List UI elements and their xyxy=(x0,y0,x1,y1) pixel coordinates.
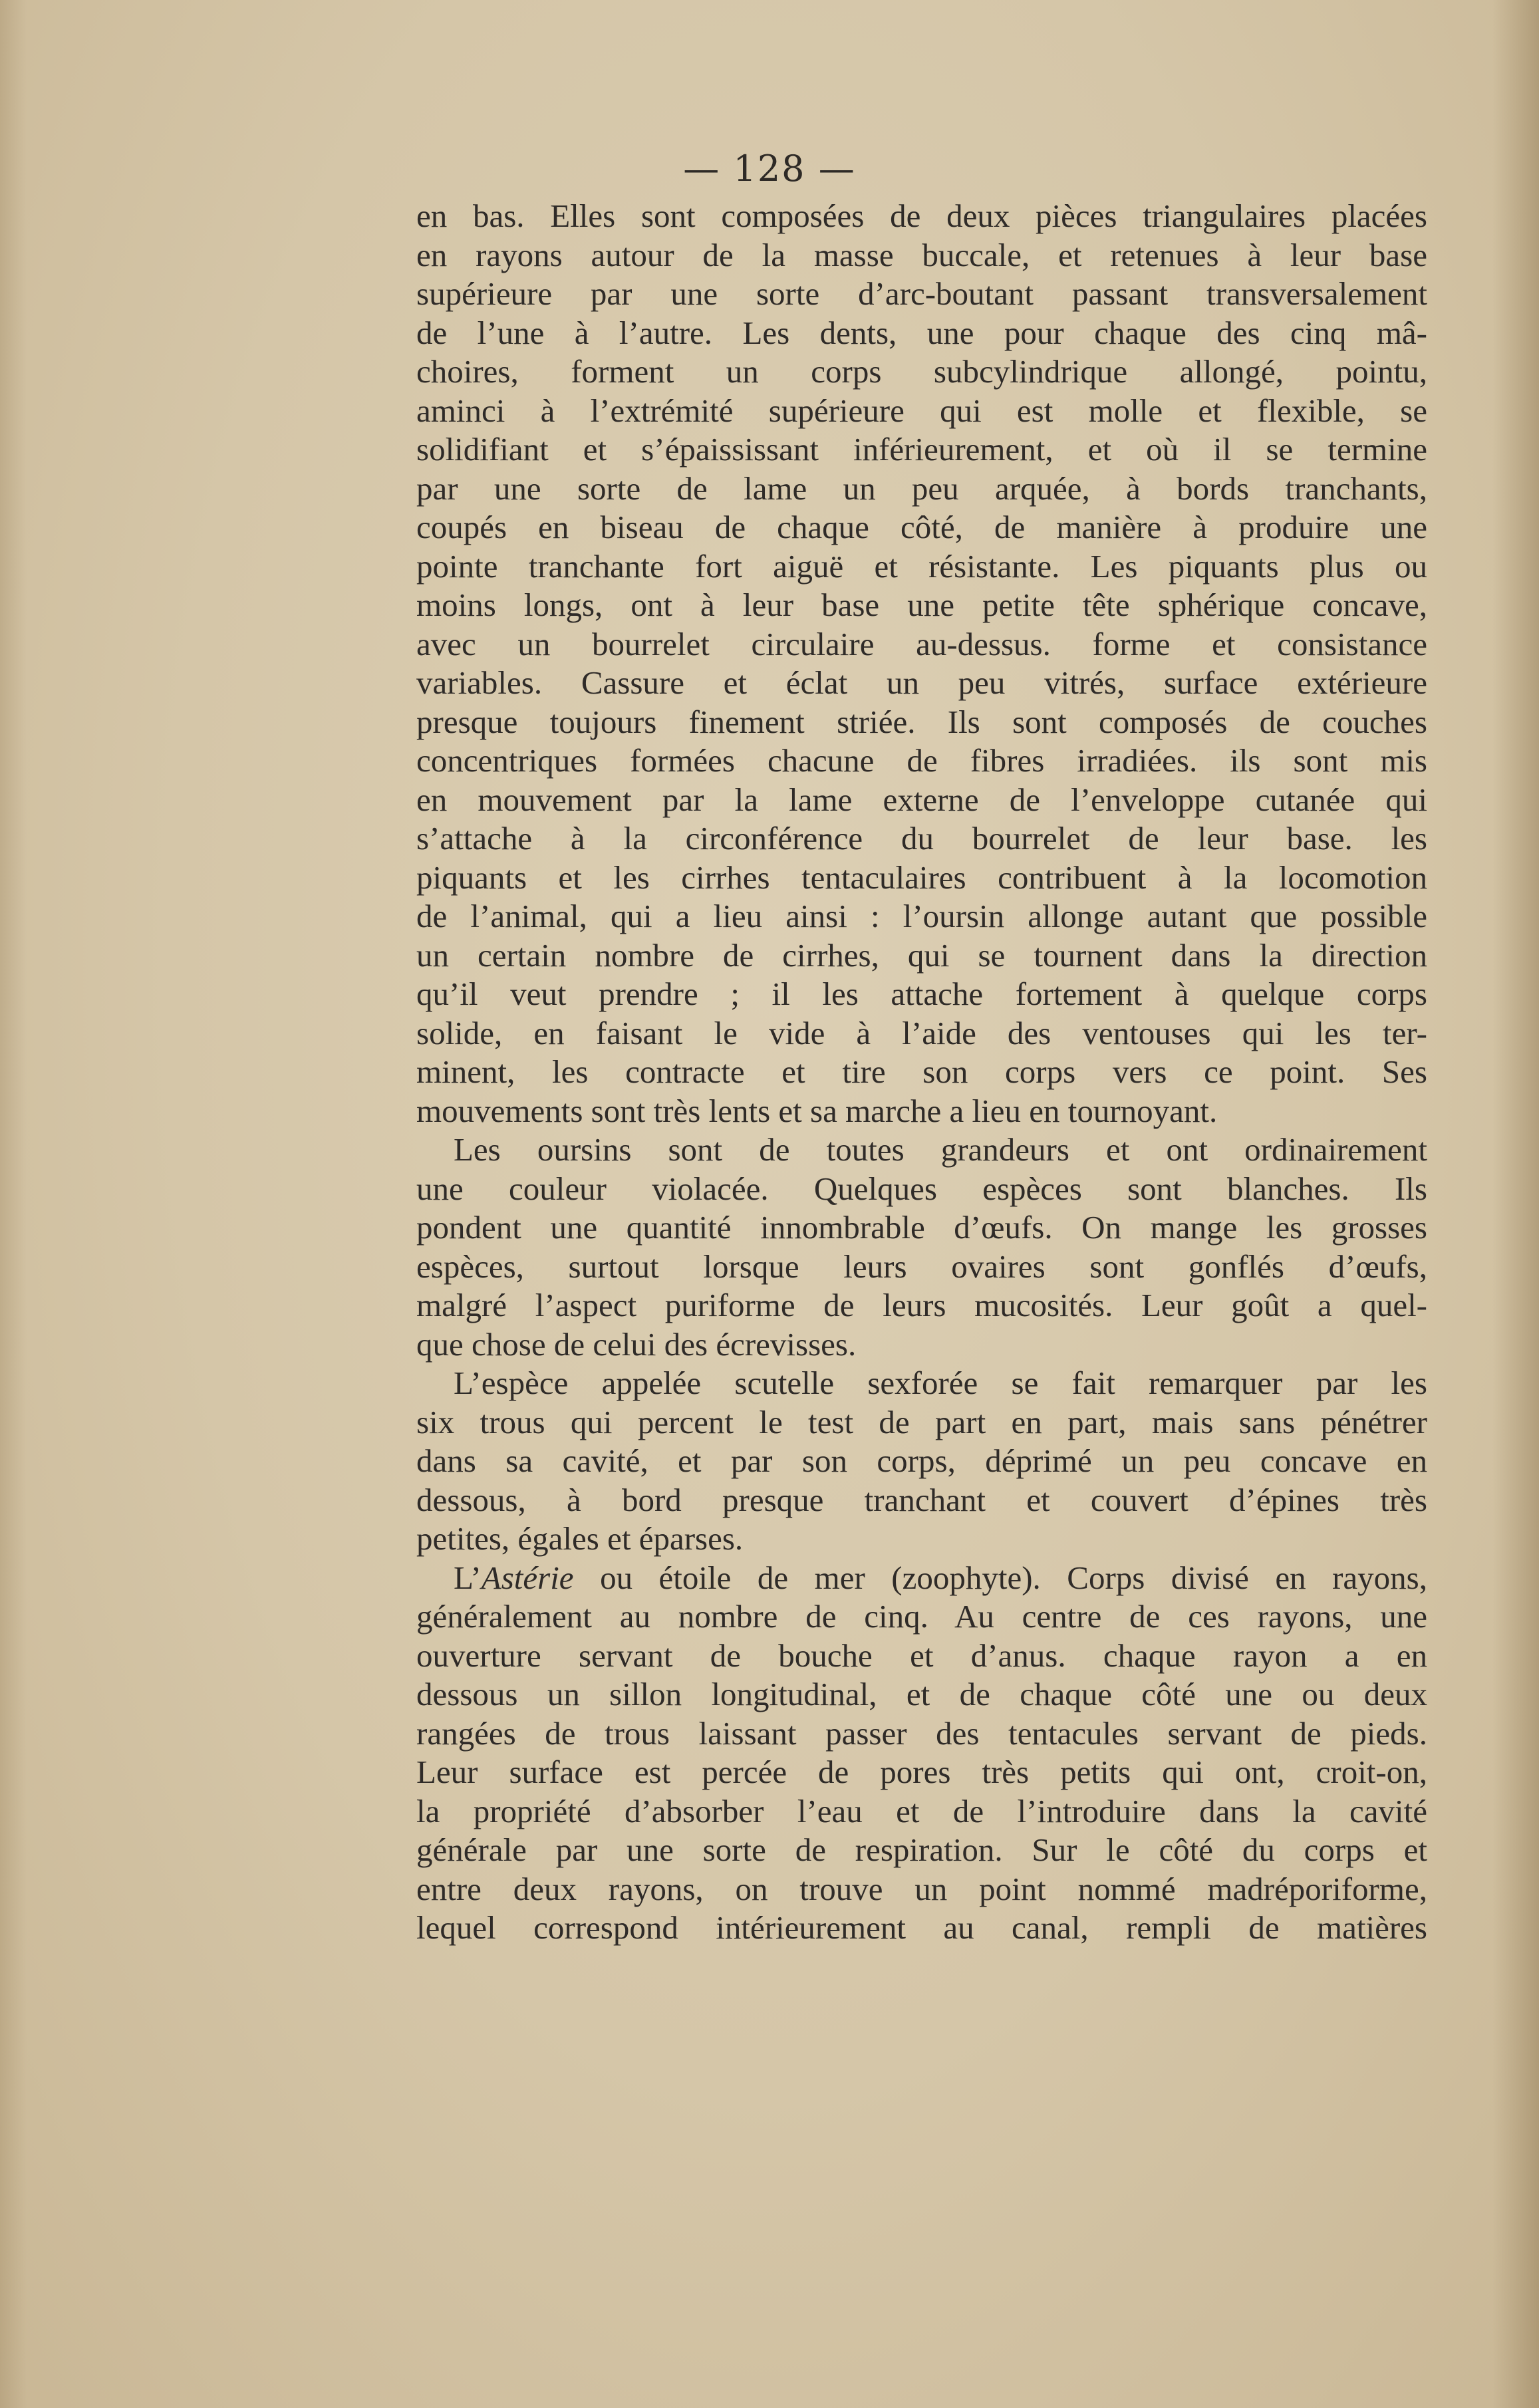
text-line: dessous, à bord presque tranchant et couvert d’épines très xyxy=(416,1481,1427,1518)
text-line: mouvements sont très lents et sa marche a lieu en tournoyant. xyxy=(416,1092,1218,1129)
text-line: de l’animal, qui a lieu ainsi : l’oursin allonge autant que possible xyxy=(416,898,1427,934)
text-line: piquants et les cirrhes tentaculaires contribuent à la locomotion xyxy=(416,859,1427,896)
text-line: malgré l’aspect puriforme de leurs mucosités. Leur goût a quel- xyxy=(416,1287,1427,1323)
text-line: entre deux rayons, on trouve un point nommé madréporiforme, xyxy=(416,1870,1427,1907)
text-line: espèces, surtout lorsque leurs ovaires sont gonflés d’œufs, xyxy=(416,1248,1427,1285)
text-line: L’espèce appelée scutelle sexforée se fait remarquer par les xyxy=(454,1365,1427,1401)
text-line: un certain nombre de cirrhes, qui se tournent dans la direction xyxy=(416,936,1427,974)
text-line: en bas. Elles sont composées de deux pièces triangulaires placées xyxy=(416,198,1427,234)
page-number: — 128 — xyxy=(683,148,856,190)
text-line: variables. Cassure et éclat un peu vitrés, surface extérieure xyxy=(416,664,1427,701)
text-line: choires, forment un corps subcylindrique allongé, pointu, xyxy=(416,353,1427,390)
text-line: solide, en faisant le vide à l’aide des ventouses qui les ter- xyxy=(416,1014,1427,1051)
text-line: qu’il veut prendre ; il les attache fortement à quelque corps xyxy=(416,976,1427,1012)
asterie-term: Astérie xyxy=(481,1559,574,1596)
text-line: pointe tranchante fort aiguë et résistante. Les piquants plus ou xyxy=(416,547,1427,585)
text-line: que chose de celui des écrevisses. xyxy=(416,1325,857,1363)
text-line: moins longs, ont à leur base une petite tête sphérique concave, xyxy=(416,587,1427,623)
text-line: la propriété d’absorber l’eau et de l’introduire dans la cavité xyxy=(416,1792,1427,1829)
text-line: en mouvement par la lame externe de l’enveloppe cutanée qui xyxy=(416,781,1427,818)
text-line: six trous qui percent le test de part en part, mais sans pénétrer xyxy=(416,1403,1427,1440)
text-line: Les oursins sont de toutes grandeurs et ont ordinairement xyxy=(454,1131,1427,1168)
text-line: Leur surface est percée de pores très petits qui ont, croit-on, xyxy=(416,1754,1427,1790)
text-line: lequel correspond intérieurement au canal, rempli de matières xyxy=(416,1909,1427,1946)
text-line: par une sorte de lame un peu arquée, à bords tranchants, xyxy=(416,469,1427,507)
page-right-shadow xyxy=(1492,0,1539,2408)
text-line: de l’une à l’autre. Les dents, une pour chaque des cinq mâ- xyxy=(416,314,1427,351)
text-line: aminci à l’extrémité supérieure qui est molle et flexible, se xyxy=(416,392,1427,429)
text-line: concentriques formées chacune de fibres irradiées. ils sont mis xyxy=(416,742,1427,779)
text-line: s’attache à la circonférence du bourrelet de leur base. les xyxy=(416,820,1427,857)
page-left-shadow xyxy=(0,0,27,2408)
text-line: en rayons autour de la masse buccale, et retenues à leur base xyxy=(416,236,1427,273)
text-line: pondent une quantité innombrable d’œufs. On mange les grosses xyxy=(416,1209,1427,1246)
text-line: ouverture servant de bouche et d’anus. chaque rayon a en xyxy=(416,1637,1427,1674)
text-line: minent, les contracte et tire son corps vers ce point. Ses xyxy=(416,1053,1427,1090)
text-line: dessous un sillon longitudinal, et de chaque côté une ou deux xyxy=(416,1676,1427,1712)
asterie-prefix: L’ xyxy=(454,1559,482,1596)
text-line: une couleur violacée. Quelques espèces sont blanches. Ils xyxy=(416,1170,1427,1207)
text-line: dans sa cavité, et par son corps, déprimé un peu concave en xyxy=(416,1442,1427,1479)
text-line: rangées de trous laissant passer des tentacules servant de pieds. xyxy=(416,1714,1427,1752)
text-line: généralement au nombre de cinq. Au centre de ces rayons, une xyxy=(416,1598,1427,1635)
text-line-asterie xyxy=(416,1559,1427,1598)
text-line: solidifiant et s’épaississant inférieurement, et où il se termine xyxy=(416,431,1427,468)
text-line: coupés en biseau de chaque côté, de manière à produire une xyxy=(416,509,1427,545)
text-line: générale par une sorte de respiration. Sur le côté du corps et xyxy=(416,1831,1427,1868)
text-line: avec un bourrelet circulaire au-dessus. forme et consistance xyxy=(416,625,1427,662)
asterie-rest: ou étoile de mer (zoophyte). Corps divisé en rayons, xyxy=(600,1559,1428,1596)
body-text xyxy=(416,197,1427,1948)
text-line: petites, égales et éparses. xyxy=(416,1520,744,1557)
text-line: supérieure par une sorte d’arc-boutant passant transversalement xyxy=(416,275,1427,312)
text-line: presque toujours finement striée. Ils sont composés de couches xyxy=(416,703,1427,740)
